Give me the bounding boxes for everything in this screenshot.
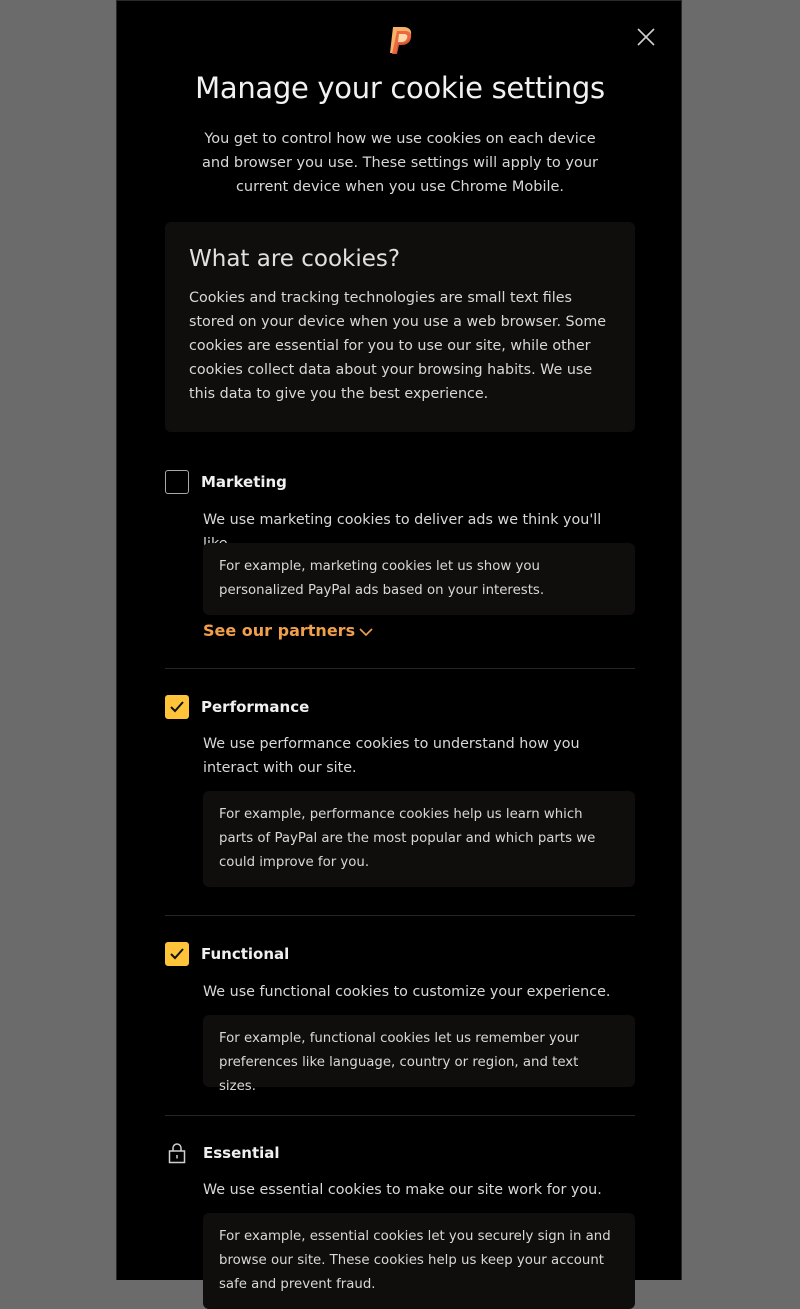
- functional-checkbox[interactable]: [165, 942, 189, 966]
- see-our-partners-label: See our partners: [203, 621, 356, 640]
- page-title: Manage your cookie settings: [195, 71, 605, 105]
- divider: [165, 668, 635, 669]
- checkmark-icon: [169, 699, 185, 715]
- essential-label: Essential: [203, 1144, 280, 1162]
- chevron-down-icon: [359, 627, 373, 637]
- divider: [165, 1115, 635, 1116]
- functional-description: We use functional cookies to customize your experience.: [203, 984, 611, 1000]
- performance-example: For example, performance cookies help us learn which parts of PayPal are the most popular and which parts we could improve for you.: [203, 791, 635, 887]
- close-icon[interactable]: [635, 26, 657, 48]
- essential-description: We use essential cookies to make our site work for you.: [203, 1182, 602, 1198]
- performance-label: Performance: [201, 698, 310, 716]
- marketing-example: For example, marketing cookies let us show you personalized PayPal ads based on your interests.: [203, 543, 635, 615]
- marketing-label: Marketing: [201, 473, 287, 491]
- functional-label: Functional: [201, 945, 290, 963]
- paypal-logo-icon: [387, 25, 415, 55]
- divider: [165, 915, 635, 916]
- intro-text: You get to control how we use cookies on each device and browser you use. These settings will apply to your current device when you use Chrome Mobile.: [202, 131, 598, 195]
- cookie-settings-modal: [116, 0, 682, 1292]
- marketing-description: We use marketing cookies to deliver ads we think you'll: [203, 512, 602, 528]
- performance-description: We use performance cookies to understand how you interact with our site.: [203, 736, 580, 776]
- essential-example: For example, essential cookies let you securely sign in and browse our site. These cookies help us keep your account safe and prevent fraud.: [203, 1213, 635, 1309]
- what-are-cookies-text: Cookies and tracking technologies are small text files stored on your device when you use a web browser. Some cookies are essential for you to use our site, while other cookies collect data about your browsing habits. We use this data to give you the best experience.: [189, 290, 607, 402]
- checkmark-icon: [169, 946, 185, 962]
- functional-example: For example, functional cookies let us remember your preferences like language, country or region, and text sizes.: [203, 1015, 635, 1087]
- marketing-checkbox[interactable]: [165, 470, 189, 494]
- see-our-partners-link[interactable]: [203, 620, 373, 642]
- performance-checkbox[interactable]: [165, 695, 189, 719]
- what-are-cookies-panel: [165, 222, 635, 432]
- lock-icon: [167, 1142, 187, 1164]
- what-are-cookies-title: What are cookies?: [189, 246, 401, 272]
